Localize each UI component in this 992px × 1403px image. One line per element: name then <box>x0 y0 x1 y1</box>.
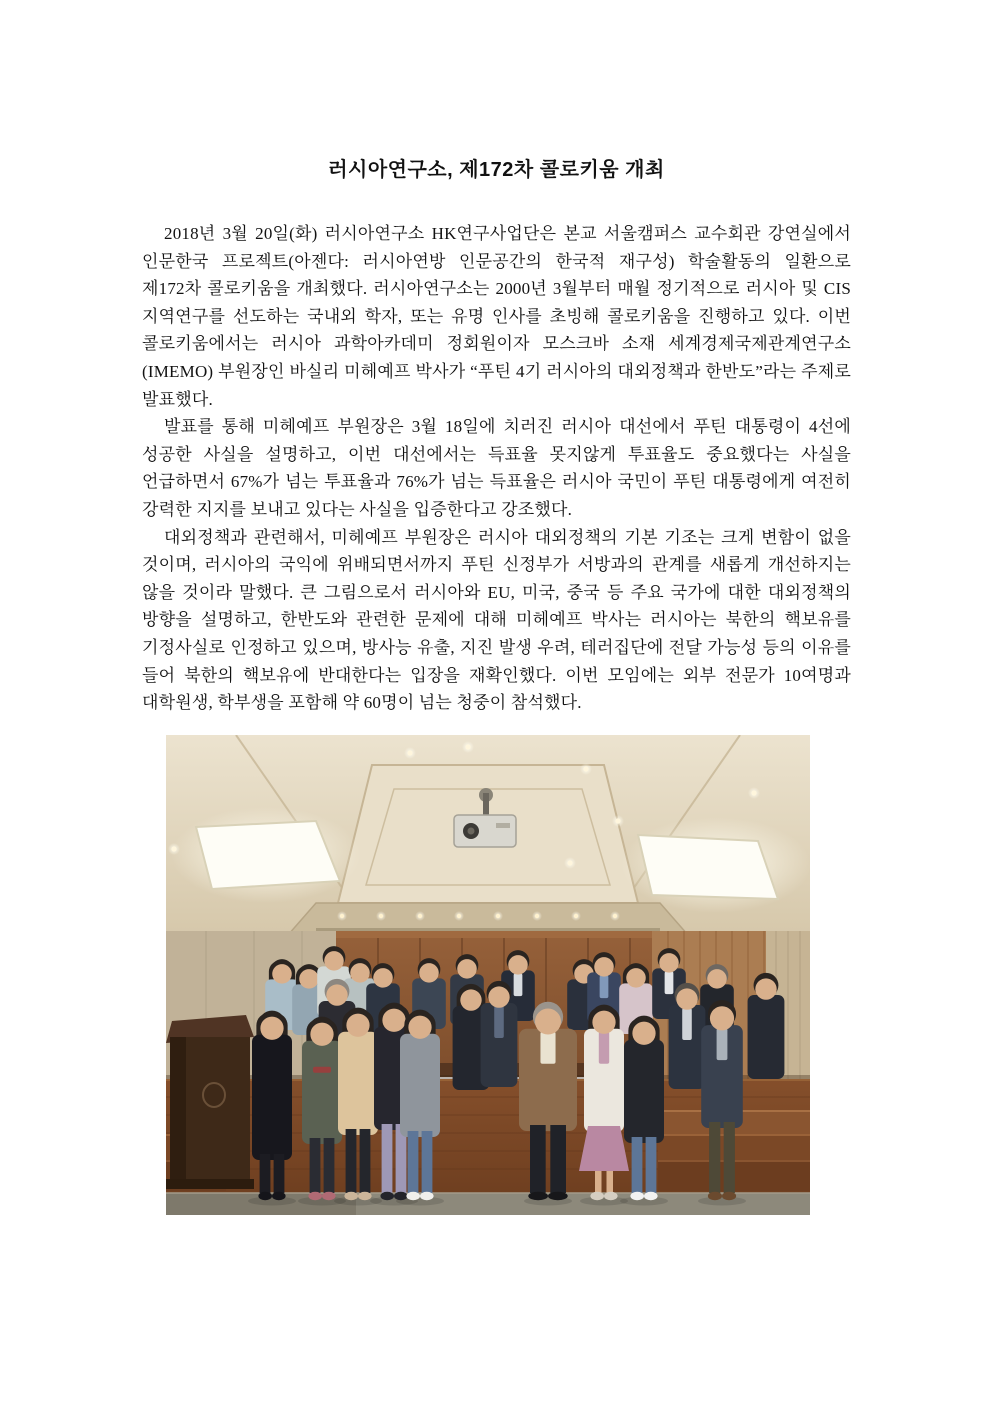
person-shadow <box>620 1196 668 1205</box>
person-shadow <box>698 1196 746 1205</box>
person <box>579 1004 629 1200</box>
page-title: 러시아연구소, 제172차 콜로키움 개최 <box>328 159 665 181</box>
light-panel-right <box>621 817 810 913</box>
podium <box>166 1015 254 1189</box>
colloquium-photo <box>166 735 810 1215</box>
paragraph-3: 대외정책과 관련해서, 미헤예프 부원장은 러시아 대외정책의 기본 기조는 크게 변함이 없을 것이며, 러시아의 국익에 위배되면서까지 푸틴 신정부가 서방과의 관계를 새롭게 개선하지는 않을 것이라 말했다. 큰 그림으로서 러시아와 EU, 미국, 중국 등 주요 국가에 대한 대외정책의 방향을 설명하고, 한반도와 관련한 문제에 대해 미헤예프 박사는 러시아는 북한의 핵보유를 기정사실로 인정하고 있으며, 방사능 유출, 지진 발생 우려, 테러집단에 전달 가능성 등의 이유를 들어 북한의 핵보유에 반대한다는 입장을 재확인했다. 이번 모임에는 외부 전문가 10여명과 대학원생, 학부생을 포함해 약 60명이 넘는 청중이 참석했다. <box>142 527 851 713</box>
photo-scene <box>166 735 810 1215</box>
paragraph-1: 2018년 3월 20일(화) 러시아연구소 HK연구사업단은 본교 서울캠퍼스 교수회관 강연실에서 인문한국 프로젝트(아젠다: 러시아연방 인문공간의 한국적 재구성) 학술활동의 일환으로 제172차 콜로키움을 개최했다. 러시아연구소는 2000년 3월부터 매월 정기적으로 러시아 및 CIS 지역연구를 선도하는 국내외 학자, 또는 유명 인사를 초빙해 콜로키움을 진행하고 있다. 이번 콜로키움에서는 러시아 과학아카데미 정회원이자 모스크바 소재 세계경제국제관계연구소(IMEMO) 부원장인 바실리 미헤예프 박사가 “푸틴 4기 러시아의 대외정책과 한반도”라는 주제로 발표했다. <box>142 224 851 409</box>
light-panel-left <box>171 807 361 903</box>
person-shadow <box>248 1196 296 1205</box>
paragraph-2: 발표를 통해 미헤예프 부원장은 3월 18일에 치러진 러시아 대선에서 푸틴 대통령이 4선에 성공한 사실을 설명하고, 이번 대선에서는 득표율 못지않게 투표율도 중요했다는 사실을 언급하면서 67%가 넘는 투표율과 76%가 넘는 득표율은 러시아 국민이 푸틴 대통령에게 여전히 강력한 지지를 보내고 있다는 사실을 입증한다고 강조했다. <box>142 417 851 519</box>
